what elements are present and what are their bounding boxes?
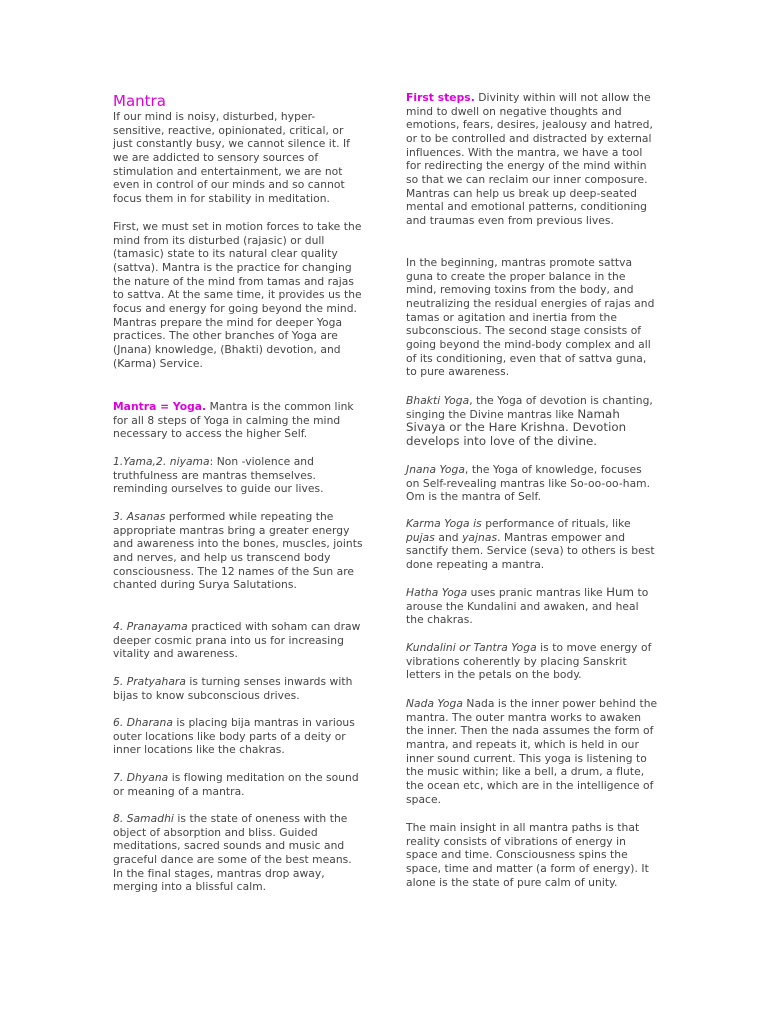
left-paragraph-asanas — [113, 510, 365, 592]
right-paragraph-bhakti — [406, 394, 658, 449]
insight-text: The main insight in all mantra paths is that reality consists of vibrations of energy in space and time. Consciousness spins the space, time and matter (a form of energy). It alone is the state of pure calm of unity. — [406, 821, 649, 889]
kundalini-text: is to move energy of vibrations coherently by placing Sanskrit letters in the petals on the body. — [406, 641, 652, 682]
page-title: Mantra — [113, 92, 166, 110]
right-paragraph-insight — [406, 821, 658, 889]
right-paragraph-beginning — [406, 256, 658, 379]
first-steps-text: Divinity within will not allow the mind to dwell on negative thoughts and emotions, fears, desires, jealousy and hatred, or to be controlled and distracted by external influences. With the mantra, we have a tool for redirecting the energy of the mind within so that we can reclaim our inner composure. Mantras can help us break up deep-seated mental and emotional patterns, conditioning and traumas even from previous lives. — [406, 91, 653, 227]
yama-niyama-text: : Non -violence and truthfulness are mantras themselves. reminding ourselves to guide our lives. — [113, 455, 324, 496]
karma-text-b: and — [434, 530, 463, 544]
jnana-term: Jnana Yoga — [406, 463, 465, 476]
yama-niyama-term: 1.Yama,2. niyama — [113, 455, 210, 468]
dhyana-text: is flowing meditation on the sound or meaning of a mantra. — [113, 771, 359, 798]
pranayama-text: practiced with soham can draw deeper cosmic prana into us for increasing vitality and awareness. — [113, 620, 361, 661]
left-paragraph-mantra-yoga — [113, 400, 365, 441]
hatha-text-b: to arouse the Kundalini and awaken, and heal the chakras. — [406, 586, 649, 627]
mantra-yoga-heading: Mantra = Yoga. — [113, 400, 207, 413]
left-paragraph-pratyahara — [113, 675, 365, 702]
pratyahara-term: 5. Pratyahara — [113, 675, 186, 688]
dharana-term: 6. Dharana — [113, 716, 173, 729]
left-paragraph-pranayama — [113, 620, 365, 661]
pranayama-term: 4. Pranayama — [113, 620, 188, 633]
first-text: First, we must set in motion forces to take the mind from its disturbed (rajasic) or dull (tamasic) state to its natural clear quality (sattva). Mantra is the practice for changing the nature of the mind from tamas and rajas to sattva. At the same time, it provides us the focus and energy for going beyond the mind. Mantras prepare the mind for deeper Yoga practices. The other branches of Yoga are (Jnana) knowledge, (Bhakti) devotion, and (Karma) Service. — [113, 220, 362, 370]
karma-text-a: performance of rituals, like — [481, 517, 631, 530]
right-paragraph-hatha — [406, 586, 658, 627]
samadhi-text: is the state of oneness with the object of absorption and bliss. Guided meditations, sacred sounds and music and graceful dance are some of the best means. In the final stages, mantras drop away, merging into a blissful calm. — [113, 812, 352, 894]
right-paragraph-jnana — [406, 463, 658, 504]
intro-text: If our mind is noisy, disturbed, hyper-sensitive, reactive, opinionated, critical, or just constantly busy, we cannot silence it. If we are addicted to sensory sources of stimulation and entertainment, we are not even in control of our minds and so cannot focus them in for stability in meditation. — [113, 110, 350, 205]
bhakti-term: Bhakti Yoga — [406, 394, 470, 407]
bhakti-text: , the Yoga of devotion is chanting, singing the Divine mantras like — [406, 394, 653, 421]
dharana-text: is placing bija mantras in various outer locations like body parts of a deity or inner locations like the chakras. — [113, 716, 355, 757]
karma-term: Karma Yoga is — [406, 517, 482, 530]
dhyana-term: 7. Dhyana — [113, 771, 169, 784]
hatha-term: Hatha Yoga — [406, 586, 468, 599]
right-paragraph-kundalini — [406, 641, 658, 682]
right-paragraph-nada — [406, 697, 658, 806]
hum-term: Hum — [606, 585, 635, 599]
left-paragraph-yama-niyama — [113, 455, 365, 496]
first-steps-heading: First steps. — [406, 91, 475, 104]
samadhi-term: 8. Samadhi — [113, 812, 174, 825]
right-paragraph-first-steps — [406, 91, 658, 228]
mantra-yoga-text: Mantra is the common link for all 8 steps of Yoga in calming the mind necessary to access the higher Self. — [113, 400, 354, 441]
jnana-text: , the Yoga of knowledge, focuses on Self-revealing mantras like So-oo-oo-ham. Om is the mantra of Self. — [406, 463, 651, 504]
pujas-term: pujas — [406, 530, 435, 544]
yajnas-term: yajnas — [462, 530, 498, 544]
right-paragraph-karma — [406, 517, 658, 572]
left-paragraph-samadhi — [113, 812, 365, 894]
asanas-term: 3. Asanas — [113, 510, 166, 523]
bhakti-mantra-text: Namah Sivaya or the Hare Krishna. Devotion develops into love of the divine. — [406, 406, 627, 448]
left-paragraph-dharana — [113, 716, 365, 757]
left-paragraph-dhyana — [113, 771, 365, 798]
hatha-text-a: uses pranic mantras like — [467, 586, 607, 599]
left-paragraph-first — [113, 220, 365, 370]
beginning-text: In the beginning, mantras promote sattva guna to create the proper balance in the mind, removing toxins from the body, and neutralizing the residual energies of rajas and tamas or agitation and inertia from the subconscious. The second stage consists of going beyond the mind-body complex and all of its conditioning, even that of sattva guna, to pure awareness. — [406, 256, 655, 379]
nada-term: Nada Yoga — [406, 697, 463, 710]
nada-text: Nada is the inner power behind the mantra. The outer mantra works to awaken the inner. Then the nada assumes the form of mantra, and repeats it, which is held in our inner sound current. This yoga is listening to the music within; like a bell, a drum, a flute, the ocean etc, which are in the intelligence of space. — [406, 697, 658, 806]
kundalini-term: Kundalini or Tantra Yoga — [406, 641, 537, 654]
karma-text-c: . Mantras empower and sanctify them. Service (seva) to others is best done repeating a mantra. — [406, 530, 655, 571]
asanas-text: performed while repeating the appropriate mantras bring a greater energy and awareness into the bones, muscles, joints and nerves, and help us transcend body consciousness. The 12 names of the Sun are chanted during Surya Salutations. — [113, 510, 363, 592]
left-paragraph-intro — [113, 110, 365, 206]
pratyahara-text: is turning senses inwards with bijas to know subconscious drives. — [113, 675, 353, 702]
